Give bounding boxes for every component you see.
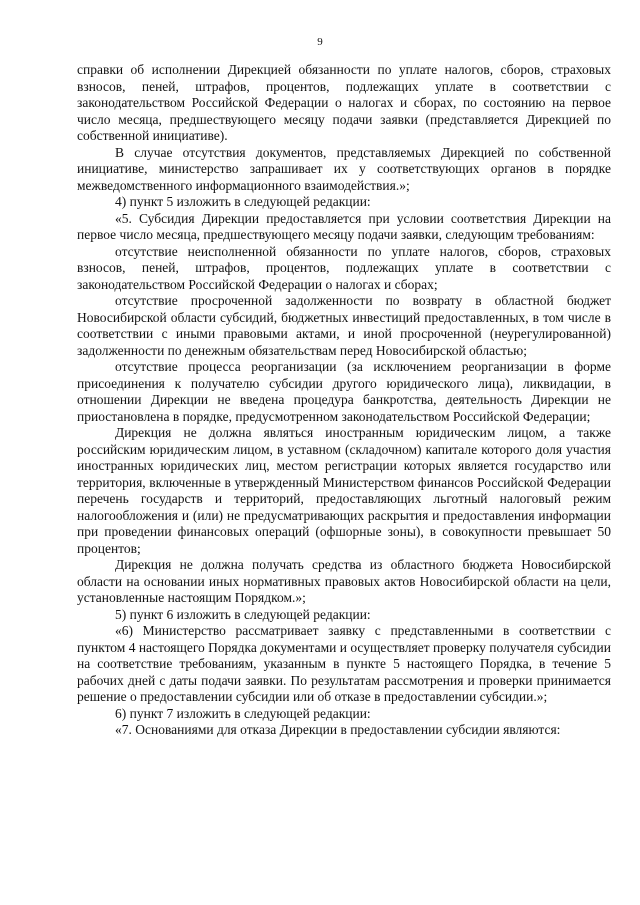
- paragraph-requirement-taxes: отсутствие неисполненной обязанности по уплате налогов, сборов, страховых взносов, пеней, штрафов, процентов, подлежащих уплате в соответствии с законодательством Российской Федерации о налогах и сборах;: [77, 243, 611, 292]
- paragraph-item-6-text: «6) Министерство рассматривает заявку с представленными в соответствии с пунктом 4 настоящего Порядка документами и осуществляет проверку получателя субсидии на соответствие требованиям, указанным в пункте 5 настоящего Порядка, в течение 5 рабочих дней с даты подачи заявки. По результатам рассмотрения и проверки принимается решение о предоставлении субсидии или об отказе в предоставлении субсидии.»;: [77, 623, 611, 704]
- page-number: 9: [317, 36, 323, 48]
- paragraph-requirement-debt: отсутствие просроченной задолженности по возврату в областной бюджет Новосибирской области субсидий, бюджетных инвестиций предоставленных, в том числе в соответствии с иными правовыми актами, и иной просроченной (неурегулированной) задолженности по денежным обязательствам перед Новосибирской областью;: [77, 293, 611, 358]
- paragraph-amend-item-4: 4) пункт 5 изложить в следующей редакции:: [115, 194, 371, 209]
- paragraph-requirement-funds: Дирекция не должна получать средства из областного бюджета Новосибирской области на основании иных нормативных правовых актов Новосибирской области на цели, установленные настоящим Порядком.»;: [77, 557, 611, 605]
- document-body: [77, 62, 611, 739]
- paragraph-certificate-continuation: справки об исполнении Дирекцией обязанности по уплате налогов, сборов, страховых взносов, пеней, штрафов, процентов, подлежащих уплате в соответствии с законодательством Российской Федерации о налогах и сборах, по состоянию на первое число месяца, предшествующего месяцу подачи заявки (представляется Дирекцией по собственной инициативе).: [77, 62, 611, 143]
- paragraph-item-5-intro: «5. Субсидия Дирекции предоставляется при условии соответствия Дирекции на первое число месяца, предшествующего месяцу подачи заявки, следующим требованиям:: [77, 210, 611, 242]
- paragraph-item-7-text: «7. Основаниями для отказа Дирекции в предоставлении субсидии являются:: [115, 722, 561, 737]
- paragraph-requirement-foreign: Дирекция не должна являться иностранным юридическим лицом, а также российским юридическим лицом, в уставном (складочном) капитале которого доля участия иностранных юридических лиц, местом регистрации которых является государство или территория, включенные в утвержденный Министерством финансов Российской Федерации перечень государств и территорий, предоставляющих льготный налоговый режим налогообложения и (или) не предусматривающих раскрытия и предоставления информации при проведении финансовых операций (офшорные зоны), в совокупности превышает 50 процентов;: [77, 425, 611, 556]
- paragraph-requirement-reorganization: отсутствие процесса реорганизации (за исключением реорганизации в форме присоединения к получателю субсидии другого юридического лица), ликвидации, в отношении Дирекции не введена процедура банкротства, деятельность Дирекции не приостановлена в порядке, предусмотренном законодательством Российской Федерации;: [77, 359, 611, 424]
- paragraph-amend-item-7: 6) пункт 7 изложить в следующей редакции:: [115, 705, 371, 721]
- paragraph-missing-documents: В случае отсутствия документов, представляемых Дирекцией по собственной инициативе, министерство запрашивает их у соответствующих органов в порядке межведомственного информационного взаимодействия.»;: [77, 144, 611, 193]
- paragraph-amend-item-6: 5) пункт 6 изложить в следующей редакции:: [115, 606, 371, 622]
